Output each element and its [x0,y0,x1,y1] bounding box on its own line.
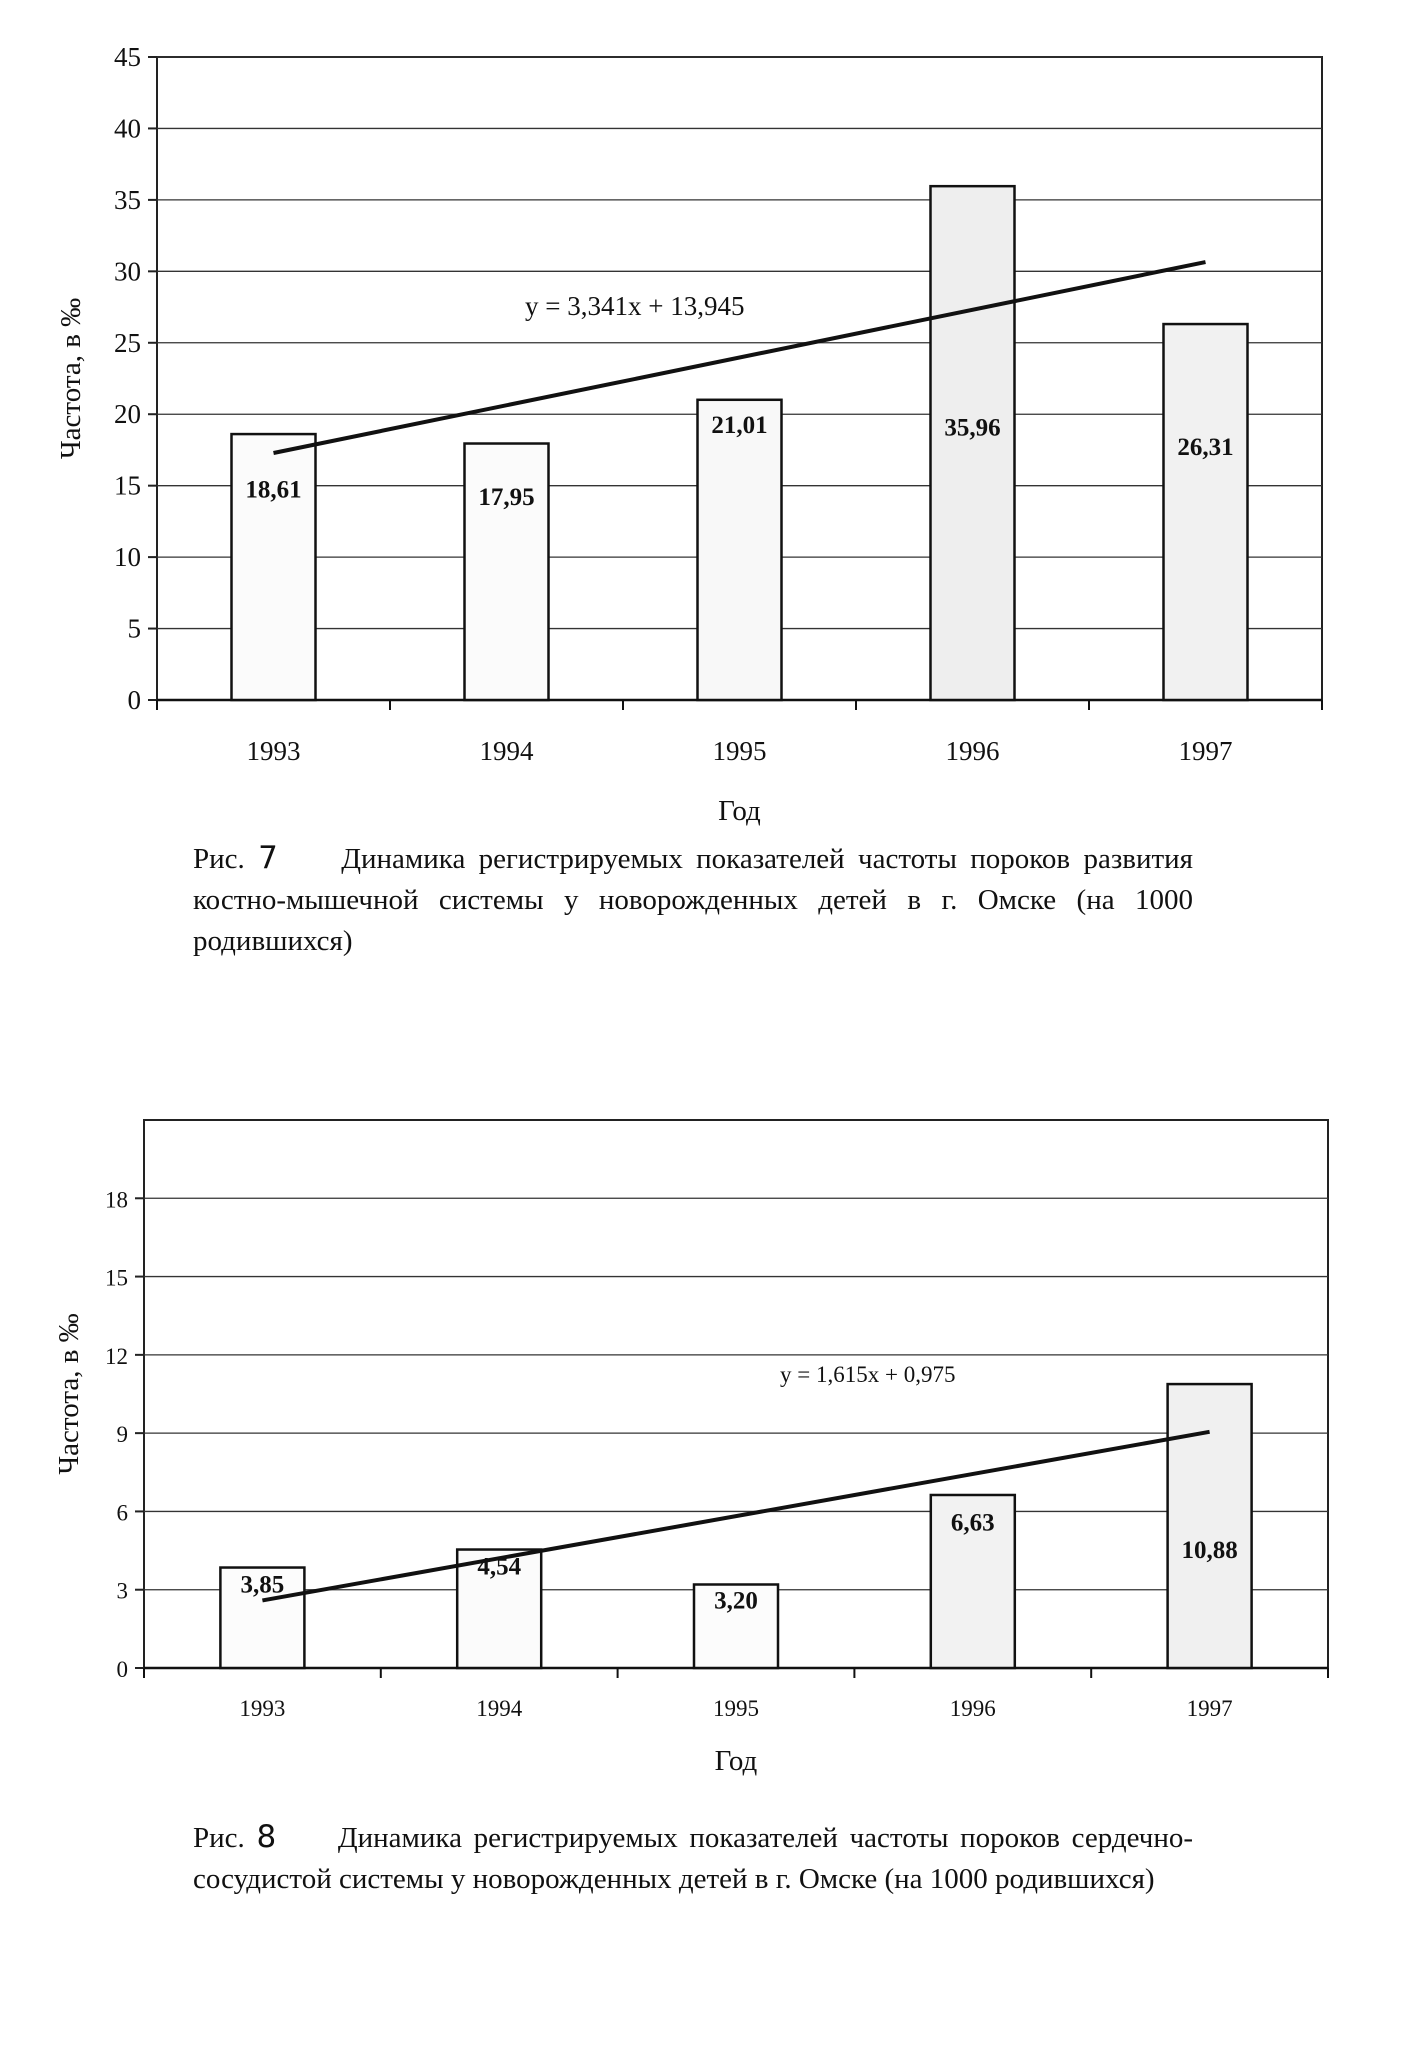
bar [465,444,549,700]
bar [1164,324,1248,700]
bar [232,434,316,700]
bar-data-label: 3,20 [714,1587,758,1615]
figure-7-prefix: Рис. [193,843,245,875]
bar-data-label: 3,85 [240,1571,285,1599]
bar [1168,1384,1252,1668]
y-tick-label: 25 [114,327,141,358]
y-tick-label: 5 [127,613,141,644]
bar-data-label: 21,01 [711,411,768,439]
x-tick-label: 1997 [1178,736,1233,766]
y-tick-label: 12 [105,1343,128,1369]
x-tick-label: 1995 [712,736,767,766]
bar-data-label: 4,54 [477,1553,522,1581]
trendline-equation: y = 1,615x + 0,975 [780,1362,956,1387]
x-tick-label: 1996 [945,736,1000,766]
y-tick-label: 45 [114,42,141,72]
bar-data-label: 18,61 [245,476,302,504]
trendline [262,1432,1209,1601]
y-tick-label: 3 [116,1578,128,1604]
figure-7-number: 7 [258,840,278,876]
y-tick-label: 0 [116,1657,128,1682]
x-axis-title: Год [714,1745,758,1777]
y-tick-label: 18 [105,1187,128,1213]
y-tick-label: 30 [114,256,141,287]
y-tick-label: 0 [127,685,141,715]
bar-data-label: 6,63 [950,1509,995,1537]
y-axis-title: Частота, в ‰ [53,1313,85,1475]
figure-7-text: Динамика регистрируемых показателей частоты пороков развития костно-мышечной системы у новорожденных детей в г. Омске (на 1000 родившихся) [193,843,1194,957]
x-tick-label: 1993 [239,1696,286,1721]
x-tick-label: 1993 [246,736,301,766]
y-tick-label: 35 [114,184,141,215]
bar [698,400,782,700]
x-tick-label: 1994 [476,1696,523,1721]
figure-7-caption [193,838,1193,962]
y-tick-label: 15 [105,1265,128,1291]
bar [931,186,1015,700]
x-tick-label: 1997 [1186,1696,1233,1721]
chart-2 [0,1080,1412,1800]
bar-data-label: 17,95 [478,484,535,512]
y-tick-label: 20 [114,399,141,430]
x-tick-label: 1996 [949,1696,996,1721]
y-tick-label: 15 [114,470,141,501]
figure-8-caption [193,1817,1193,1900]
y-tick-label: 40 [114,113,141,144]
figure-8-text: Динамика регистрируемых показателей частоты пороков сердечно-сосудистой системы у новорожденных детей в г. Омске (на 1000 родившихся) [193,1822,1194,1895]
figure-8-number: 8 [256,1819,277,1855]
y-tick-label: 6 [116,1500,128,1526]
y-tick-label: 9 [116,1422,128,1448]
x-tick-label: 1994 [479,736,534,766]
bar-data-label: 10,88 [1181,1537,1238,1565]
trendline-equation: y = 3,341x + 13,945 [525,291,745,321]
figure-8-prefix: Рис. [193,1822,245,1854]
y-axis-title: Частота, в ‰ [55,297,87,460]
y-tick-label: 10 [114,542,141,573]
x-axis-title: Год [718,795,761,827]
bar-data-label: 26,31 [1177,433,1234,461]
chart-1 [0,0,1412,830]
bar-data-label: 35,96 [944,414,1001,442]
x-tick-label: 1995 [713,1696,759,1721]
